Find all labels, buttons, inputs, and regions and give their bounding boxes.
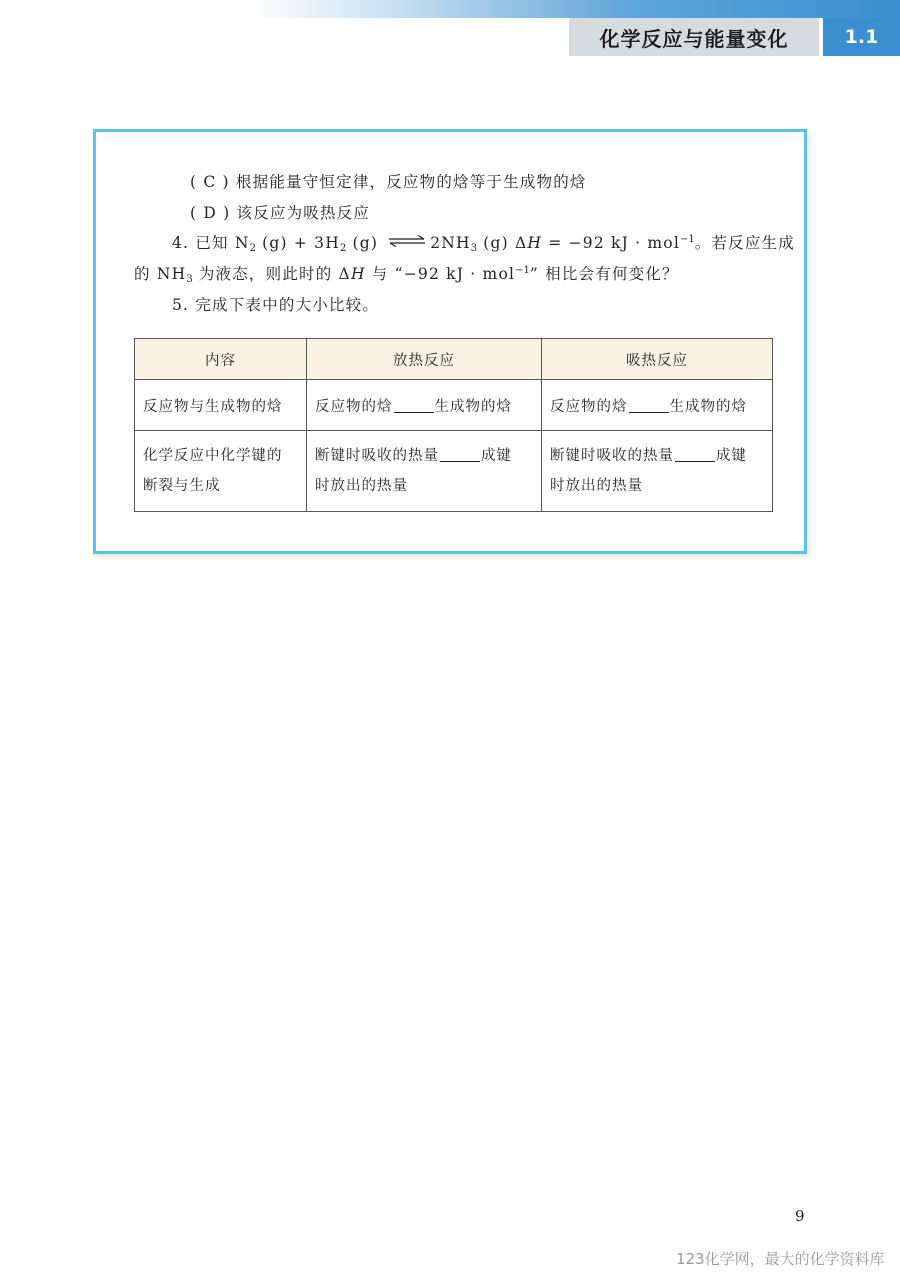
watermark-text: 123化学网，最大的化学资料库: [676, 1250, 885, 1268]
answer-blank[interactable]: [629, 398, 669, 413]
table-cell-exothermic: 断键时吸收的热量 成键 时放出的热量: [307, 431, 542, 512]
table-cell-exothermic: 反应物的焓 生成物的焓: [307, 380, 542, 431]
option-d: ( D ) 该反应为吸热反应: [190, 204, 371, 222]
answer-blank[interactable]: [675, 447, 715, 462]
question-4-line2: 的 $NH_3$ 为液态，则此时的 ΔH 与 “−92 kJ · mol$^{-1}$” 相比会有何变化？: [134, 265, 679, 285]
page-number: 9: [795, 1207, 805, 1225]
answer-blank[interactable]: [394, 398, 434, 413]
table-row: [135, 380, 773, 431]
answer-blank[interactable]: [440, 447, 480, 462]
table-header-cell: 放热反应: [307, 339, 542, 380]
table-cell-endothermic: 断键时吸收的热量 成键 时放出的热量: [542, 431, 773, 512]
section-number: 1.1: [823, 18, 900, 56]
option-c: ( C ) 根据能量守恒定律，反应物的焓等于生成物的焓: [190, 173, 587, 191]
table-header-cell: 吸热反应: [542, 339, 773, 380]
question-5: 5. 完成下表中的大小比较。: [172, 296, 380, 314]
header-gradient-bar: [0, 0, 900, 18]
table-cell-content: 化学反应中化学键的 断裂与生成: [135, 431, 307, 512]
chapter-title: 化学反应与能量变化: [569, 18, 819, 56]
exercise-box: [93, 129, 807, 554]
table-cell-endothermic: 反应物的焓 生成物的焓: [542, 380, 773, 431]
table-header-cell: 内容: [135, 339, 307, 380]
comparison-table: [134, 338, 773, 512]
table-header-row: [135, 339, 773, 380]
table-cell-content: 反应物与生成物的焓: [135, 380, 307, 431]
table-row: [135, 431, 773, 512]
equilibrium-arrow-icon: [388, 235, 426, 247]
question-4-line1: 4. 已知 $N_2$ $(g) + 3H_2$ (g) $2NH_3$ (g) ΔH = −92 kJ · mol$^{-1}$。若反应生成: [172, 234, 795, 254]
